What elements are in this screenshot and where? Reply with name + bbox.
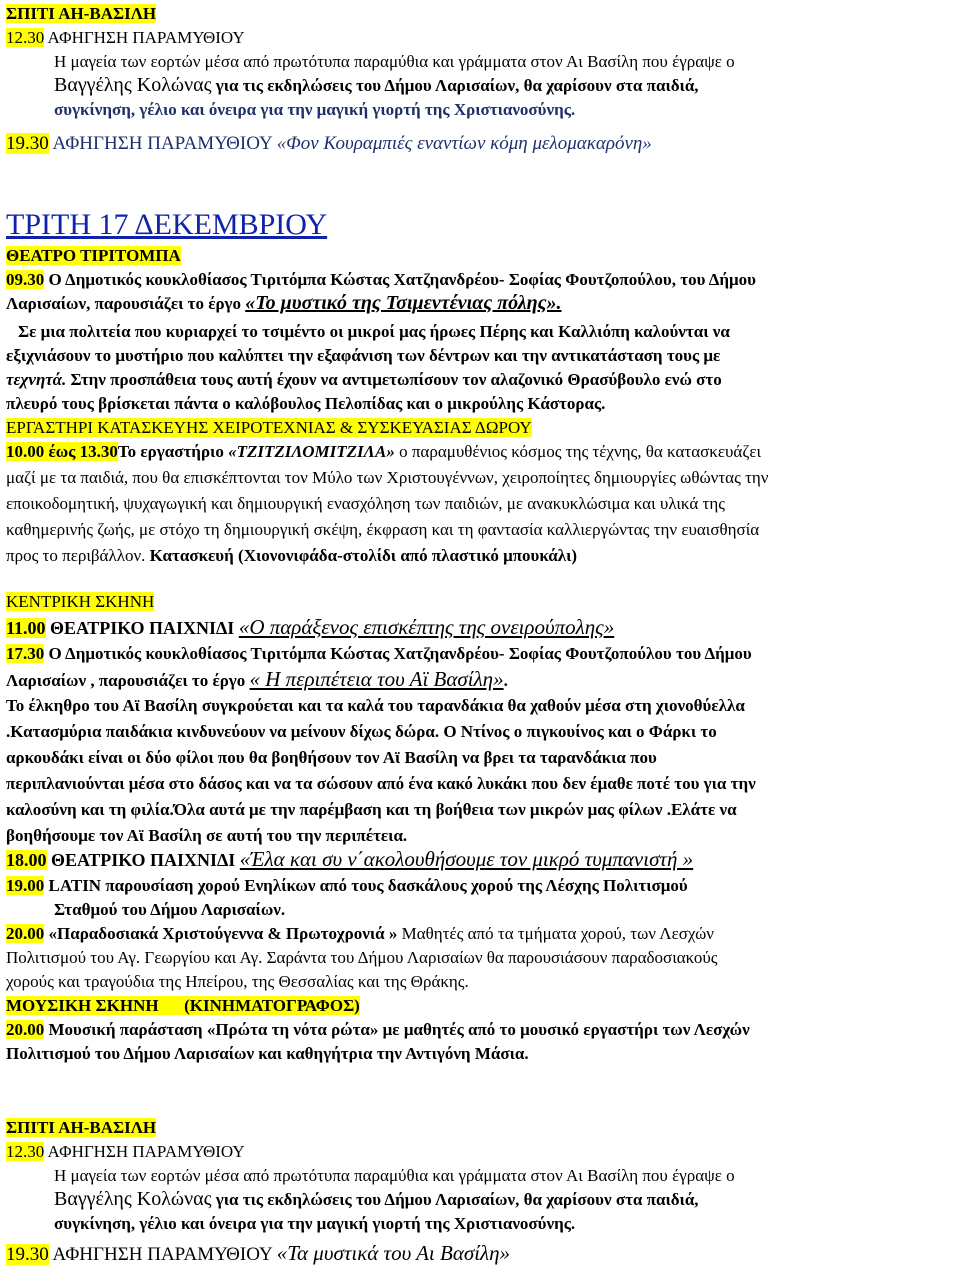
desc-text: Στην προσπάθεια τους αυτή έχουν να αντιμετωπίσουν τον αλαζονικό Θρασύβουλο ενώ στο [66, 370, 722, 389]
event-work: «Φον Κουραμπιές εναντίων κόμη μελομακαρόνη» [276, 133, 652, 154]
event-time: 17.30 [6, 644, 45, 663]
event-time: 19.00 [6, 876, 45, 895]
event-1800 [6, 848, 956, 872]
event-desc-line: συγκίνηση, γέλιο και όνειρα για την μαγική γιορτή της Χριστιανοσύνης. [54, 100, 576, 119]
desc-line: καλοσύνη και τη φιλία.Όλα αυτά με την παρέμβαση και τη βοήθεια των μικρών μας φίλων .Ελάτε να [6, 800, 737, 819]
event-time: 11.00 [6, 618, 46, 638]
workshop-label: ΕΡΓΑΣΤΗΡΙ ΚΑΤΑΣΚΕΥΗΣ ΧΕΙΡΟΤΕΧΝΙΑΣ & ΣΥΣΚΕΥΑΣΙΑΣ ΔΩΡΟΥ [6, 418, 532, 437]
workshop-text: ο παραμυθένιος κόσμος της τέχνης, θα κατασκευάζει [394, 442, 762, 461]
workshop-line: μαζί με τα παιδιά, που θα επισκέπτονται τον Μύλο των Χριστουγέννων, χειροποίητες δημιουργίες ωθώντας την [6, 468, 769, 487]
desc-line: Σε μια πολιτεία που κυριαρχεί το τσιμέντο οι μικροί μας ήρωες Πέρης και Καλλιόπη καλούνται να [18, 322, 730, 341]
event-text: LATIN παρουσίαση χορού Ενηλίκων από τους δασκάλους χορού της Λέσχης Πολιτισμού [44, 876, 688, 895]
workshop-line [6, 440, 956, 463]
event-desc-line: Η μαγεία των εορτών μέσα από πρωτότυπα παραμύθια και γράμματα στον Αι Βασίλη που έγραψε ο [54, 1166, 735, 1185]
event-text: Ο Δημοτικός κουκλοθίασος Τιριτόμπα Κώστας Χατζηανδρέου- Σοφίας Φουτζοπούλου του Δήμου [44, 644, 752, 663]
event-desc-line: Η μαγεία των εορτών μέσα από πρωτότυπα παραμύθια και γράμματα στον Αι Βασίλη που έγραψε ο [54, 52, 735, 71]
workshop-name: «ΤΖΙΤΖΙΛΟΜΙΤΖΙΛΑ» [228, 442, 395, 461]
event-title: ΘΕΑΤΡΙΚΟ ΠΑΙΧΝΙΔΙ [45, 618, 239, 638]
desc-line: Το έλκηθρο του Αϊ Βασίλη συγκρούεται και τα καλά του ταρανδάκια θα χαθούν μέσα στη χιονοθύελλα [6, 696, 745, 715]
venue-label-row [6, 244, 956, 267]
event-time: 19.30 [6, 1244, 49, 1265]
event-1930 [6, 132, 956, 155]
event-desc-line: Πολιτισμού του Δήμου Λαρισαίων και καθηγήτρια την Αντιγόνη Μάσια. [6, 1044, 529, 1063]
section-label-house-2 [6, 1116, 956, 1139]
event-title: ΘΕΑΤΡΙΚΟ ΠΑΙΧΝΙΔΙ [46, 850, 240, 870]
workshop-intro: Το εργαστήριο [117, 442, 229, 461]
workshop-line: καθημερινής ζωής, με στόχο τη δημιουργική σκέψη, έκφραση και τη φαντασία καλλιεργώντας την ευαισθησία [6, 520, 760, 539]
event-time: 18.00 [6, 850, 47, 870]
event-title: «Παραδοσιακά Χριστούγεννα & Πρωτοχρονιά » [44, 924, 398, 943]
desc-line: αρκουδάκι είναι οι δύο φίλοι που θα βοηθήσουν τον Αϊ Βασίλη να βρει τα ταρανδάκια που [6, 748, 657, 767]
event-time: 20.00 [6, 1020, 45, 1039]
desc-line: βοηθήσουμε τον Αϊ Βασίλη σε αυτή του την περιπέτεια. [6, 826, 408, 845]
music-label-row [6, 994, 956, 1017]
event-music-2000 [6, 1018, 956, 1041]
event-time: 09.30 [6, 270, 45, 289]
event-desc-line: χορούς και τραγούδια της Ηπείρου, της Θεσσαλίας και της Θράκης. [6, 972, 469, 991]
author-name: Βαγγέλης Κολώνας [54, 1188, 212, 1210]
day-heading [6, 208, 956, 242]
event-title: ΑΦΗΓΗΣΗ ΠΑΡΑΜΥΘΙΟΥ [44, 28, 245, 47]
event-text: Λαρισαίων , παρουσιάζει το έργο [6, 671, 250, 690]
workshop-time: 10.00 έως 13.30 [6, 442, 118, 461]
event-1930-b [6, 1242, 956, 1266]
stage-label-row [6, 590, 956, 613]
section-label: ΣΠΙΤΙ ΑΗ-ΒΑΣΙΛΗ [6, 1118, 157, 1137]
event-text: Λαρισαίων, παρουσιάζει το έργο [6, 294, 246, 313]
desc-line: πλευρό τους βρίσκεται πάντα ο καλόβουλος Πελοπίδας και ο μικρούλης Κάστορας. [6, 394, 606, 413]
event-work: «Τα μυστικά του Αι Βασίλη» [276, 1241, 511, 1265]
venue-label: ΘΕΑΤΡΟ ΤΙΡΙΤΟΜΠΑ [6, 246, 181, 265]
author-name: Βαγγέλης Κολώνας [54, 74, 212, 96]
event-time: 20.00 [6, 924, 45, 943]
event-title: ΑΦΗΓΗΣΗ ΠΑΡΑΜΥΘΙΟΥ [48, 133, 277, 154]
workshop-line: εποικοδομητική, ψυχαγωγική και δημιουργική ενασχόληση των παιδιών, με ανακυκλώσιμα και υλικά της [6, 494, 725, 513]
event-time: 12.30 [6, 1142, 45, 1161]
event-desc-line: συγκίνηση, γέλιο και όνειρα για την μαγική γιορτή της Χριστιανοσύνης. [54, 1214, 576, 1233]
event-desc-text: για τις εκδηλώσεις του Δήμου Λαρισαίων, θα χαρίσουν στα παιδιά, [211, 1190, 699, 1209]
event-1230-b [6, 1140, 956, 1163]
desc-line: .Κατασμύρια παιδάκια κινδυνεύουν να μείνουν δίχως δώρα. Ο Ντίνος ο πιγκουίνος και ο Φάρκι το [6, 722, 717, 741]
event-1730 [6, 642, 956, 665]
event-0930 [6, 268, 956, 291]
workshop-craft: Κατασκευή (Χιονονιφάδα-στολίδι από πλαστικό μπουκάλι) [149, 546, 578, 565]
event-time: 19.30 [6, 133, 49, 154]
event-work: «Έλα και συ ν΄ακολουθήσουμε τον μικρό τυμπανιστή » [239, 847, 694, 871]
event-desc-line [6, 668, 956, 692]
event-1230 [6, 26, 956, 49]
desc-text: τεχνητά. [6, 370, 67, 389]
event-text: Ο Δημοτικός κουκλοθίασος Τιριτόμπα Κώστας Χατζηανδρέου- Σοφίας Φουτζοπούλου, του Δήμου [44, 270, 756, 289]
stage-label: ΚΕΝΤΡΙΚΗ ΣΚΗΝΗ [6, 592, 155, 611]
event-time: 12.30 [6, 28, 45, 47]
section-label-house [6, 2, 956, 25]
desc-line [6, 368, 956, 391]
desc-line: εξιχνιάσουν το μυστήριο που καλύπτει την εξαφάνιση των δέντρων και την αντικατάσταση τους με [6, 346, 721, 365]
event-work: « Η περιπέτεια του Αϊ Βασίλη» [249, 667, 504, 691]
event-desc-line [6, 74, 956, 97]
event-desc-line: Σταθμού του Δήμου Λαρισαίων. [54, 900, 286, 919]
event-2000 [6, 922, 956, 945]
day-title: ΤΡΙΤΗ 17 ΔΕΚΕΜΒΡΙΟΥ [6, 208, 328, 241]
event-1100 [6, 616, 956, 640]
event-desc-line [6, 1188, 956, 1211]
event-text: Μουσική παράσταση «Πρώτα τη νότα ρώτα» με μαθητές από το μουσικό εργαστήρι των Λεσχών [44, 1020, 750, 1039]
event-title: ΑΦΗΓΗΣΗ ΠΑΡΑΜΥΘΙΟΥ [48, 1244, 277, 1265]
section-label: ΣΠΙΤΙ ΑΗ-ΒΑΣΙΛΗ [6, 4, 157, 23]
workshop-text: προς το περιβάλλον. [6, 546, 150, 565]
event-desc-line: Πολιτισμού του Αγ. Γεωργίου και Αγ. Σαράντα του Δήμου Λαρισαίων θα παρουσιάσουν παραδοσιακούς [6, 948, 718, 967]
workshop-label-row [6, 416, 956, 439]
event-title: ΑΦΗΓΗΣΗ ΠΑΡΑΜΥΘΙΟΥ [44, 1142, 245, 1161]
music-label: ΜΟΥΣΙΚΗ ΣΚΗΝΗ (ΚΙΝΗΜΑΤΟΓΡΑΦΟΣ) [6, 996, 360, 1015]
workshop-line [6, 544, 956, 567]
event-1900 [6, 874, 956, 897]
event-dot: . [503, 671, 508, 690]
event-work: «Το μυστικό της Τσιμεντένιας πόλης». [245, 292, 562, 314]
event-text: Μαθητές από τα τμήματα χορού, των Λεσχών [397, 924, 714, 943]
event-work: «Ο παράξενος επισκέπτης της ονειρούπολης» [238, 615, 615, 639]
event-desc-text: για τις εκδηλώσεις του Δήμου Λαρισαίων, θα χαρίσουν στα παιδιά, [211, 76, 699, 95]
event-desc-line [6, 292, 956, 315]
desc-line: περιπλανιούνται μέσα στο δάσος και να τα σώσουν από ένα κακό λυκάκι που δεν έμαθε ποτέ του για την [6, 774, 756, 793]
